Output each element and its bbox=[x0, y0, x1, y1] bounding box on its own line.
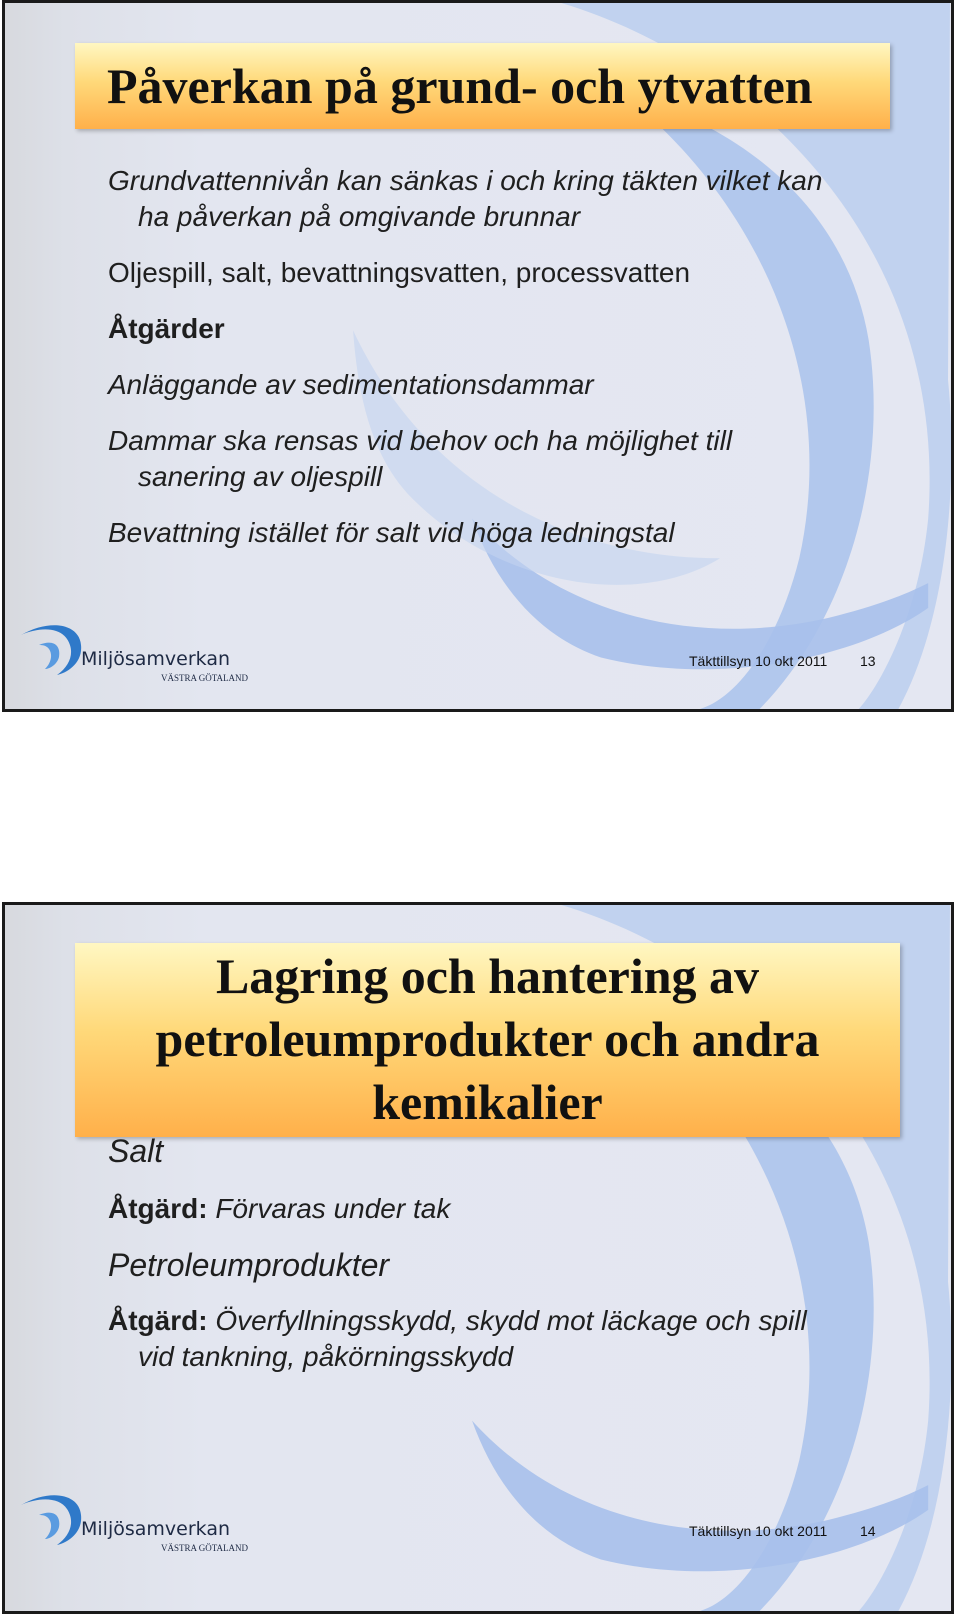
slide-title bbox=[75, 943, 900, 1137]
heading-text: Åtgärder bbox=[108, 313, 225, 344]
list-item bbox=[108, 255, 911, 291]
list-item bbox=[108, 367, 911, 403]
line-text: Dammar ska rensas vid behov och ha möjlighet till bbox=[108, 425, 733, 456]
action-label: Åtgärd: bbox=[108, 1193, 208, 1224]
page-number: 14 bbox=[860, 1523, 876, 1539]
heading-text: Salt bbox=[108, 1133, 164, 1169]
list-item bbox=[108, 1191, 911, 1227]
line-text-cont: ha påverkan på omgivande brunnar bbox=[138, 201, 581, 232]
line-text: Förvaras under tak bbox=[215, 1193, 451, 1224]
section-heading bbox=[108, 1247, 911, 1283]
slide-title: Påverkan på grund- och ytvatten bbox=[75, 43, 890, 129]
line-text: Oljespill, salt, bevattningsvatten, processvatten bbox=[108, 257, 691, 288]
line-text: Bevattning istället för salt vid höga ledningstal bbox=[108, 517, 675, 548]
logo-name: Miljösamverkan bbox=[81, 1518, 231, 1540]
section-heading bbox=[108, 311, 911, 347]
logo-region: VÄSTRA GÖTALAND bbox=[161, 673, 249, 683]
line-text-cont: vid tankning, påkörningsskydd bbox=[138, 1341, 514, 1372]
line-text: Överfyllningsskydd, skydd mot läckage och spill bbox=[215, 1305, 807, 1336]
section-heading bbox=[108, 1133, 911, 1169]
logo-region: VÄSTRA GÖTALAND bbox=[161, 1543, 249, 1553]
line-text-cont: sanering av oljespill bbox=[138, 461, 383, 492]
list-item bbox=[108, 163, 911, 235]
title-line: kemikalier bbox=[372, 1074, 603, 1130]
footer-text: Täkttillsyn 10 okt 2011 bbox=[689, 653, 828, 669]
footer-text: Täkttillsyn 10 okt 2011 bbox=[689, 1523, 828, 1539]
list-item bbox=[108, 1303, 911, 1375]
list-item bbox=[108, 423, 911, 495]
logo-name: Miljösamverkan bbox=[81, 648, 231, 670]
slide-14 bbox=[2, 902, 954, 1614]
logo bbox=[19, 615, 259, 685]
list-item bbox=[108, 515, 911, 551]
slide-13 bbox=[2, 0, 954, 712]
logo bbox=[19, 1485, 259, 1555]
slide-body bbox=[108, 1133, 911, 1375]
logo-swirl-icon bbox=[19, 1485, 259, 1555]
heading-text: Petroleumprodukter bbox=[108, 1247, 390, 1283]
line-text: Anläggande av sedimentationsdammar bbox=[108, 369, 594, 400]
logo-swirl-icon bbox=[19, 615, 259, 685]
action-label: Åtgärd: bbox=[108, 1305, 208, 1336]
title-line: petroleumprodukter och andra bbox=[155, 1011, 820, 1067]
title-line: Lagring och hantering av bbox=[215, 948, 760, 1004]
line-text: Grundvattennivån kan sänkas i och kring täkten vilket kan bbox=[108, 165, 823, 196]
page-number: 13 bbox=[860, 653, 876, 669]
slide-body bbox=[108, 163, 911, 551]
